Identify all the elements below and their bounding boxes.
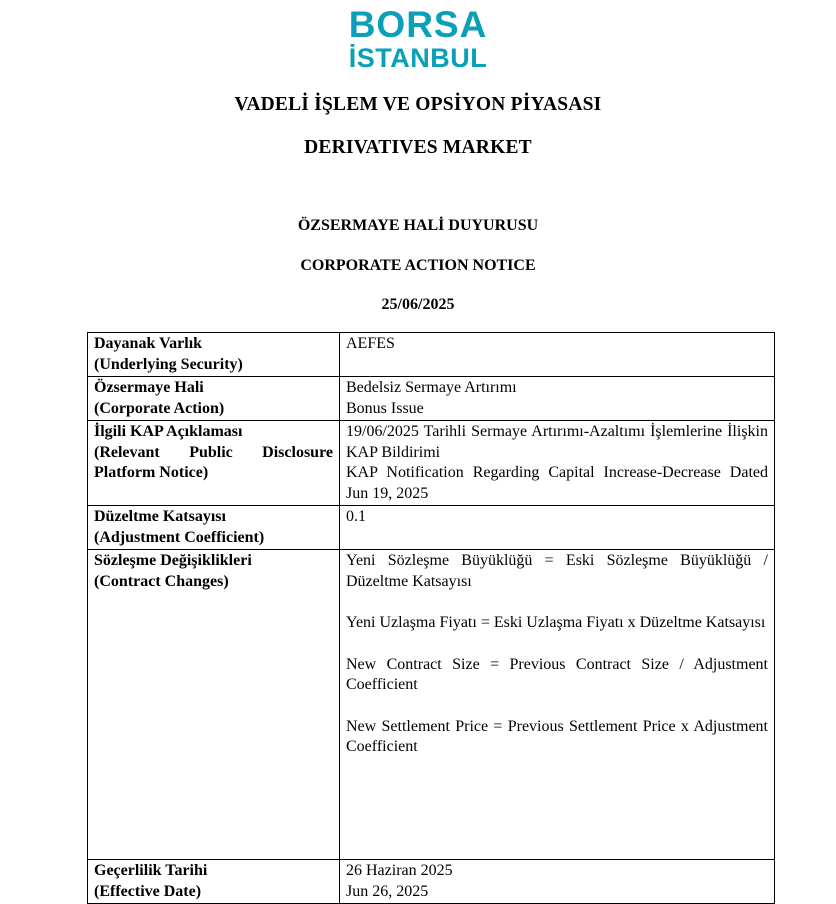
effective-date-value — [340, 860, 775, 904]
adjustment-value — [340, 506, 775, 550]
kap-notice-label — [88, 421, 340, 506]
contract-changes-value — [340, 550, 775, 860]
underlying-value-text: AEFES — [346, 335, 395, 352]
effective-date-label-en: (Effective Date) — [94, 882, 202, 900]
kap-notice-label-tr: İlgili KAP Açıklaması — [94, 423, 243, 440]
contract-changes-label — [88, 550, 340, 860]
notice-title-tr: ÖZSERMAYE HALİ DUYURUSU — [297, 217, 539, 234]
effective-date-label-tr: Geçerlilik Tarihi — [94, 862, 208, 879]
corporate-action-value — [340, 377, 775, 421]
market-title-tr: VADELİ İŞLEM VE OPSİYON PİYASASI — [234, 94, 602, 115]
contract-changes-formula-2: Yeni Uzlaşma Fiyatı = Eski Uzlaşma Fiyatı x Düzeltme Katsayısı — [346, 614, 766, 631]
corporate-action-label-tr: Özsermaye Hali — [94, 379, 204, 396]
contract-changes-formula-4: New Settlement Price = Previous Settlement Price x Adjustment Coefficient — [346, 717, 768, 755]
kap-notice-label-en-2: Platform Notice) — [94, 464, 209, 481]
table-row-contract-changes — [88, 550, 775, 860]
adjustment-label — [88, 506, 340, 550]
contract-changes-formula-1: Yeni Sözleşme Büyüklüğü = Eski Sözleşme Büyüklüğü / Düzeltme Katsayısı — [346, 552, 768, 590]
corporate-action-table — [87, 332, 775, 904]
kap-notice-label-en-1: (Relevant Public Disclosure — [94, 443, 333, 461]
table-row-corporate-action — [88, 377, 775, 421]
table-row-kap-notice — [88, 421, 775, 506]
underlying-value — [340, 333, 775, 377]
logo-line-2: İSTANBUL — [348, 43, 488, 73]
adjustment-value-text: 0.1 — [346, 508, 366, 525]
table-row-adjustment — [88, 506, 775, 550]
kap-notice-value — [340, 421, 775, 506]
borsa-istanbul-logo — [0, 6, 836, 72]
logo-line-1: BORSA — [348, 4, 488, 45]
contract-changes-label-en: (Contract Changes) — [94, 572, 229, 590]
notice-date: 25/06/2025 — [381, 296, 455, 313]
contract-changes-label-tr: Sözleşme Değişiklikleri — [94, 552, 252, 569]
kap-notice-value-en: KAP Notification Regarding Capital Increase-Decrease Dated Jun 19, 2025 — [346, 464, 768, 502]
corporate-action-label — [88, 377, 340, 421]
underlying-label — [88, 333, 340, 377]
notice-title-en: CORPORATE ACTION NOTICE — [300, 257, 536, 274]
adjustment-label-tr: Düzeltme Katsayısı — [94, 508, 226, 525]
corporate-action-label-en: (Corporate Action) — [94, 399, 225, 417]
contract-changes-formula-3: New Contract Size = Previous Contract Size / Adjustment Coefficient — [346, 655, 768, 693]
corporate-action-value-tr: Bedelsiz Sermaye Artırımı — [346, 379, 517, 396]
underlying-label-tr: Dayanak Varlık — [94, 335, 203, 352]
table-row-effective-date — [88, 860, 775, 904]
corporate-action-value-en: Bonus Issue — [346, 399, 424, 417]
adjustment-label-en: (Adjustment Coefficient) — [94, 528, 265, 546]
effective-date-label — [88, 860, 340, 904]
table-row-underlying — [88, 333, 775, 377]
market-title-en: DERIVATIVES MARKET — [304, 137, 532, 158]
effective-date-value-en: Jun 26, 2025 — [346, 882, 429, 900]
kap-notice-value-tr: 19/06/2025 Tarihli Sermaye Artırımı-Azaltımı İşlemlerine İlişkin KAP Bildirimi — [346, 423, 768, 461]
effective-date-value-tr: 26 Haziran 2025 — [346, 862, 453, 879]
underlying-label-en: (Underlying Security) — [94, 355, 243, 373]
